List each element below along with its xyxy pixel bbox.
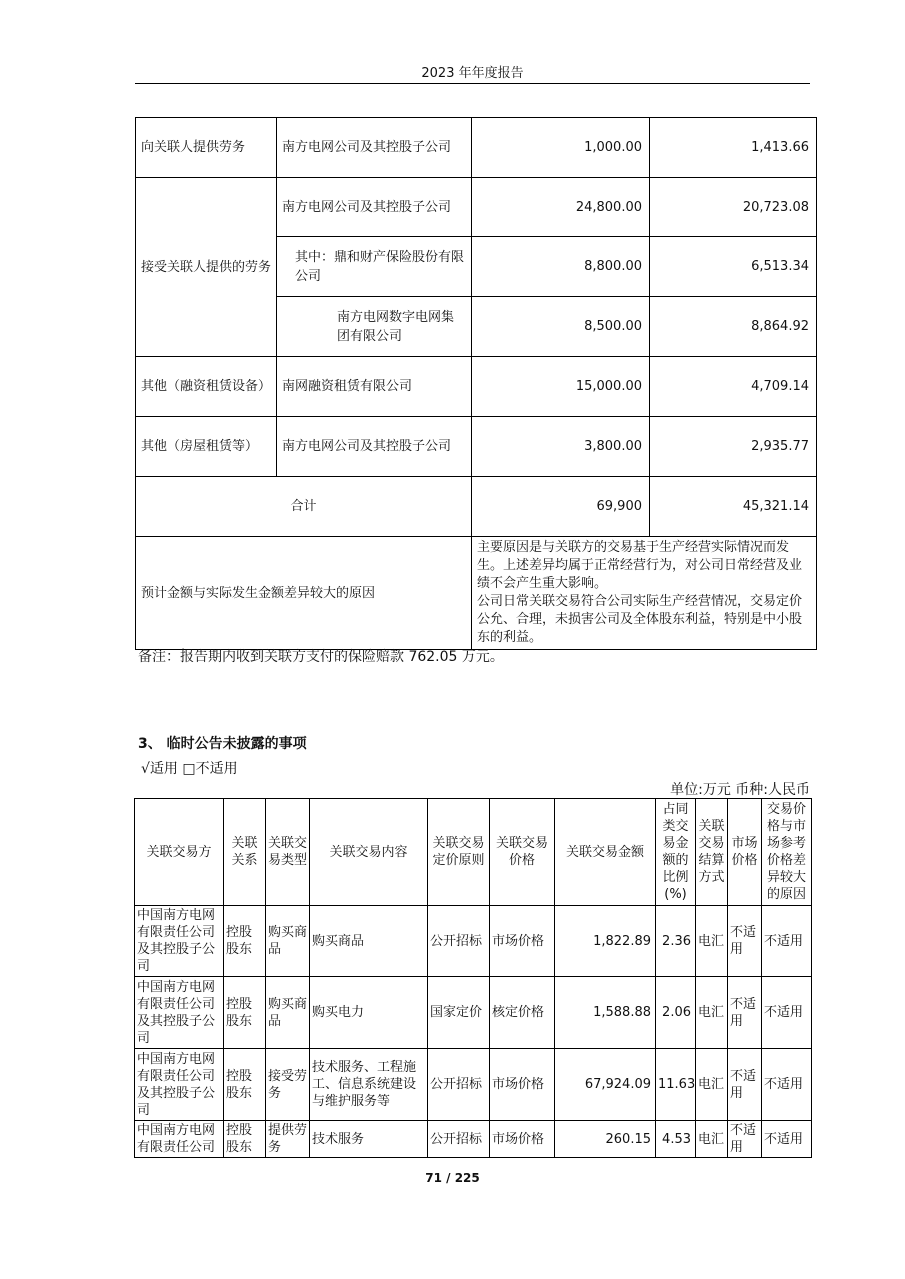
total-actual: 45,321.14	[650, 477, 817, 537]
reason-label: 预计金额与实际发生金额差异较大的原因	[136, 537, 472, 650]
price-cell: 市场价格	[490, 906, 555, 977]
header-cell: 市场价格	[728, 799, 762, 906]
actual-cell: 20,723.08	[650, 178, 817, 237]
insurance-note: 备注：报告期内收到关联方支付的保险赔款 762.05 万元。	[138, 649, 504, 665]
type-cell: 购买商品	[266, 977, 310, 1049]
table-row	[135, 1049, 812, 1121]
header-cell: 交易价格与市场参考价格差异较大的原因	[762, 799, 812, 906]
header-divider	[135, 83, 810, 84]
content-cell: 技术服务、工程施工、信息系统建设与维护服务等	[310, 1049, 428, 1121]
reason-row	[136, 537, 817, 650]
reason-cell: 不适用	[762, 1121, 812, 1158]
market-price-cell: 不适用	[728, 1049, 762, 1121]
header-cell: 关联交易内容	[310, 799, 428, 906]
content-cell: 购买电力	[310, 977, 428, 1049]
party-cell: 南方电网数字电网集团有限公司	[277, 297, 472, 357]
section-title: 3、 临时公告未披露的事项	[138, 736, 307, 752]
pricing-cell: 国家定价	[428, 977, 490, 1049]
page-number: 71 / 225	[425, 1171, 480, 1185]
table-row	[136, 417, 817, 477]
table-row	[135, 906, 812, 977]
estimate-cell: 24,800.00	[472, 178, 650, 237]
relation-cell: 控股股东	[224, 1121, 266, 1158]
reason-paragraph-1: 主要原因是与关联方的交易基于生产经营实际情况而发生。上述差异均属于正常经营行为，对公司日常经营及业绩不会产生重大影响。	[477, 540, 803, 591]
reason-paragraph-2: 公司日常关联交易符合公司实际生产经营情况，交易定价公允、合理，未损害公司及全体股东利益，特别是中小股东的利益。	[477, 594, 803, 645]
party-cell: 南网融资租赁有限公司	[277, 357, 472, 417]
actual-cell: 1,413.66	[650, 118, 817, 178]
amount-cell: 67,924.09	[555, 1049, 656, 1121]
category-cell: 其他（房屋租赁等）	[136, 417, 277, 477]
reason-text	[472, 537, 817, 650]
applicability-options: √适用 □不适用	[141, 761, 238, 777]
header-cell: 关联交易定价原则	[428, 799, 490, 906]
price-cell: 市场价格	[490, 1049, 555, 1121]
header-cell: 关联交易类型	[266, 799, 310, 906]
content-cell: 技术服务	[310, 1121, 428, 1158]
ratio-cell: 2.36	[656, 906, 696, 977]
relation-cell: 控股股东	[224, 977, 266, 1049]
actual-cell: 8,864.92	[650, 297, 817, 357]
header-cell: 关联交易金额	[555, 799, 656, 906]
reason-cell: 不适用	[762, 1049, 812, 1121]
table-row	[136, 357, 817, 417]
category-cell: 向关联人提供劳务	[136, 118, 277, 178]
party-cell: 中国南方电网有限责任公司及其控股子公司	[135, 1049, 224, 1121]
header-cell: 关联交易方	[135, 799, 224, 906]
header-cell: 占同类交易金额的比例(%)	[656, 799, 696, 906]
amount-cell: 260.15	[555, 1121, 656, 1158]
estimate-cell: 15,000.00	[472, 357, 650, 417]
ratio-cell: 2.06	[656, 977, 696, 1049]
amount-cell: 1,822.89	[555, 906, 656, 977]
party-cell: 中国南方电网有限责任公司及其控股子公司	[135, 977, 224, 1049]
estimate-cell: 3,800.00	[472, 417, 650, 477]
undisclosed-transactions-table	[134, 798, 812, 1158]
relation-cell: 控股股东	[224, 1049, 266, 1121]
actual-cell: 4,709.14	[650, 357, 817, 417]
table-header-row	[135, 799, 812, 906]
type-cell: 提供劳务	[266, 1121, 310, 1158]
table-row	[135, 1121, 812, 1158]
settlement-cell: 电汇	[696, 1121, 728, 1158]
total-row	[136, 477, 817, 537]
reason-cell: 不适用	[762, 977, 812, 1049]
party-cell: 南方电网公司及其控股子公司	[277, 178, 472, 237]
pricing-cell: 公开招标	[428, 1121, 490, 1158]
party-cell: 中国南方电网有限责任公司	[135, 1121, 224, 1158]
actual-cell: 6,513.34	[650, 237, 817, 297]
table-row	[136, 178, 817, 237]
ratio-cell: 11.63	[656, 1049, 696, 1121]
actual-cell: 2,935.77	[650, 417, 817, 477]
content-cell: 购买商品	[310, 906, 428, 977]
table-row	[135, 977, 812, 1049]
total-label: 合计	[136, 477, 472, 537]
settlement-cell: 电汇	[696, 977, 728, 1049]
type-cell: 接受劳务	[266, 1049, 310, 1121]
amount-cell: 1,588.88	[555, 977, 656, 1049]
header-cell: 关联交易价格	[490, 799, 555, 906]
market-price-cell: 不适用	[728, 1121, 762, 1158]
header-cell: 关联交易结算方式	[696, 799, 728, 906]
party-cell: 南方电网公司及其控股子公司	[277, 417, 472, 477]
market-price-cell: 不适用	[728, 906, 762, 977]
total-estimate: 69,900	[472, 477, 650, 537]
type-cell: 购买商品	[266, 906, 310, 977]
price-cell: 市场价格	[490, 1121, 555, 1158]
reason-cell: 不适用	[762, 906, 812, 977]
estimate-cell: 8,800.00	[472, 237, 650, 297]
price-cell: 核定价格	[490, 977, 555, 1049]
pricing-cell: 公开招标	[428, 1049, 490, 1121]
pricing-cell: 公开招标	[428, 906, 490, 977]
settlement-cell: 电汇	[696, 1049, 728, 1121]
category-cell: 接受关联人提供的劳务	[136, 178, 277, 357]
settlement-cell: 电汇	[696, 906, 728, 977]
ratio-cell: 4.53	[656, 1121, 696, 1158]
party-cell: 其中：鼎和财产保险股份有限公司	[277, 237, 472, 297]
estimate-cell: 8,500.00	[472, 297, 650, 357]
category-cell: 其他（融资租赁设备）	[136, 357, 277, 417]
estimate-cell: 1,000.00	[472, 118, 650, 178]
party-cell: 中国南方电网有限责任公司及其控股子公司	[135, 906, 224, 977]
unit-currency: 单位:万元 币种:人民币	[670, 782, 810, 798]
table-row	[136, 118, 817, 178]
party-cell: 南方电网公司及其控股子公司	[277, 118, 472, 178]
relation-cell: 控股股东	[224, 906, 266, 977]
page-header: 2023 年年度报告	[421, 66, 524, 81]
market-price-cell: 不适用	[728, 977, 762, 1049]
related-transactions-table	[135, 117, 817, 650]
header-cell: 关联关系	[224, 799, 266, 906]
